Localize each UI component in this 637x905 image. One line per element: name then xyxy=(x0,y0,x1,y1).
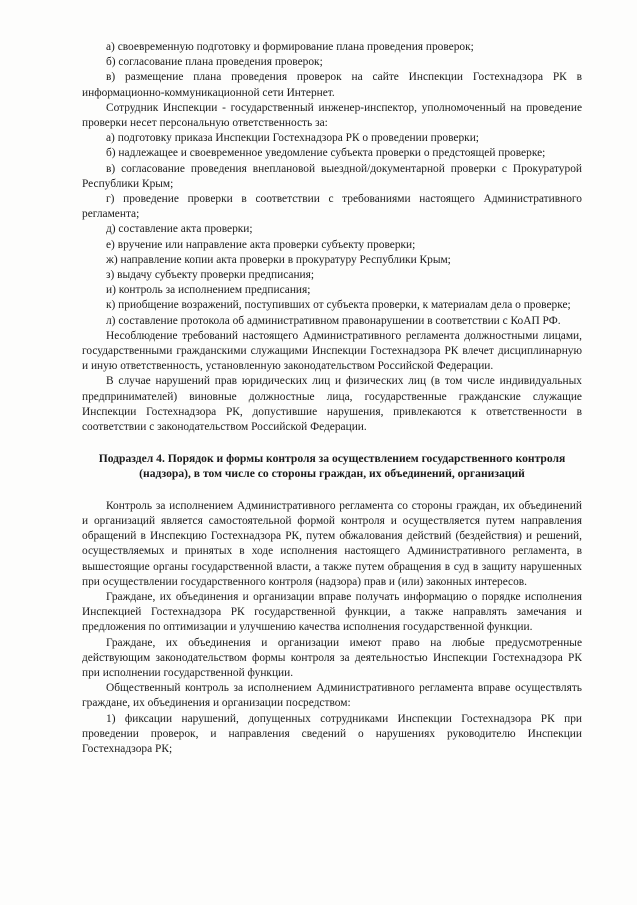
list-item-d-act: д) составление акта проверки; xyxy=(106,223,253,236)
document-body xyxy=(82,40,582,757)
paragraph-information-rights: Граждане, их объединения и организации вправе получать информацию о порядке исполнения Инспекцией Гостехнадзора РК государственной функции, а также направлять замечания и предложения по оптимизации и улучшению качества исполнения государственной функции. xyxy=(82,590,582,634)
paragraph-citizen-control: Контроль за исполнением Административного регламента со стороны граждан, их объединений и организаций является самостоятельной формой контроля и осуществляется путем направления обращений в Инспекцию Гостехнадзора РК, путем обжалования действий (бездействия) и решений, осуществляемых и принятых в ходе исполнения настоящего Административного регламента, в вышестоящие органы государственной власти, а также путем обращения в суд в защиту нарушенных при осуществлении государственного контроля (надзора) прав и (или) законных интересов. xyxy=(82,499,582,588)
list-item-a-plan: а) своевременную подготовку и формирование плана проведения проверок; xyxy=(106,41,474,53)
list-item-v-plan: в) размещение плана проведения проверок на сайте Инспекции Гостехнадзора РК в информационно-коммуникационной сети Интернет. xyxy=(82,71,582,99)
paragraph-inspector-responsibility: Сотрудник Инспекции - государственный инженер-инспектор, уполномоченный на проведение проверки несет персональную ответственность за: xyxy=(82,101,582,130)
paragraph-liability: Несоблюдение требований настоящего Административного регламента должностными лицами, государственными гражданскими служащими Инспекции Гостехнадзора РК влечет дисциплинарную и иную ответственность, установленную законодательством Российской Федерации. xyxy=(82,329,582,373)
list-item-z-prescription: з) выдачу субъекту проверки предписания; xyxy=(106,269,315,282)
paragraph-violations: В случае нарушений прав юридических лиц и физических лиц (в том числе индивидуальных предпринимателей) виновные должностные лица, государственные гражданские служащие Инспекции Гостехнадзора РК, допустившие нарушения, привлекаются к ответственности в соответствии с законодательством Российской Федерации. xyxy=(82,375,582,434)
list-item-zh-prosecutor: ж) направление копии акта проверки в прокуратуру Республики Крым; xyxy=(106,253,451,266)
paragraph-public-control: Общественный контроль за исполнением Административного регламента вправе осуществлять граждане, их объединения и организации посредством: xyxy=(82,682,582,710)
list-item-1-fixation: 1) фиксации нарушений, допущенных сотрудниками Инспекции Гостехнадзора РК при проведении проверок, и направления сведений о нарушениях руководителю Инспекции Гостехнадзора РК; xyxy=(82,712,582,755)
list-item-k-objections: к) приобщение возражений, поступивших от субъекта проверки, к материалам дела о проверке; xyxy=(106,299,571,312)
list-item-e-delivery: е) вручение или направление акта проверки субъекту проверки; xyxy=(106,238,416,251)
list-item-b-notification: б) надлежащее и своевременное уведомление субъекта проверки о предстоящей проверке; xyxy=(106,147,546,160)
list-item-g-conduct: г) проведение проверки в соответствии с требованиями настоящего Административного регламента; xyxy=(82,193,582,221)
list-item-v-approval: в) согласование проведения внеплановой выездной/документарной проверки с Прокуратурой Республики Крым; xyxy=(82,162,582,190)
list-item-l-protocol: л) составление протокола об административном правонарушении в соответствии с КоАП РФ. xyxy=(106,314,561,327)
list-item-b-plan: б) согласование плана проведения проверок; xyxy=(106,56,323,69)
list-item-i-control: и) контроль за исполнением предписания; xyxy=(106,284,311,297)
list-item-a-order: а) подготовку приказа Инспекции Гостехнадзора РК о проведении проверки; xyxy=(106,132,479,145)
paragraph-control-forms: Граждане, их объединения и организации имеют право на любые предусмотренные действующим законодательством формы контроля за деятельностью Инспекции Гостехнадзора РК при исполнении государственной функции. xyxy=(82,636,582,679)
subsection-heading: Подраздел 4. Порядок и формы контроля за осуществлением государственного контроля (надзора), в том числе со стороны граждан, их объединений, организаций xyxy=(98,452,566,481)
